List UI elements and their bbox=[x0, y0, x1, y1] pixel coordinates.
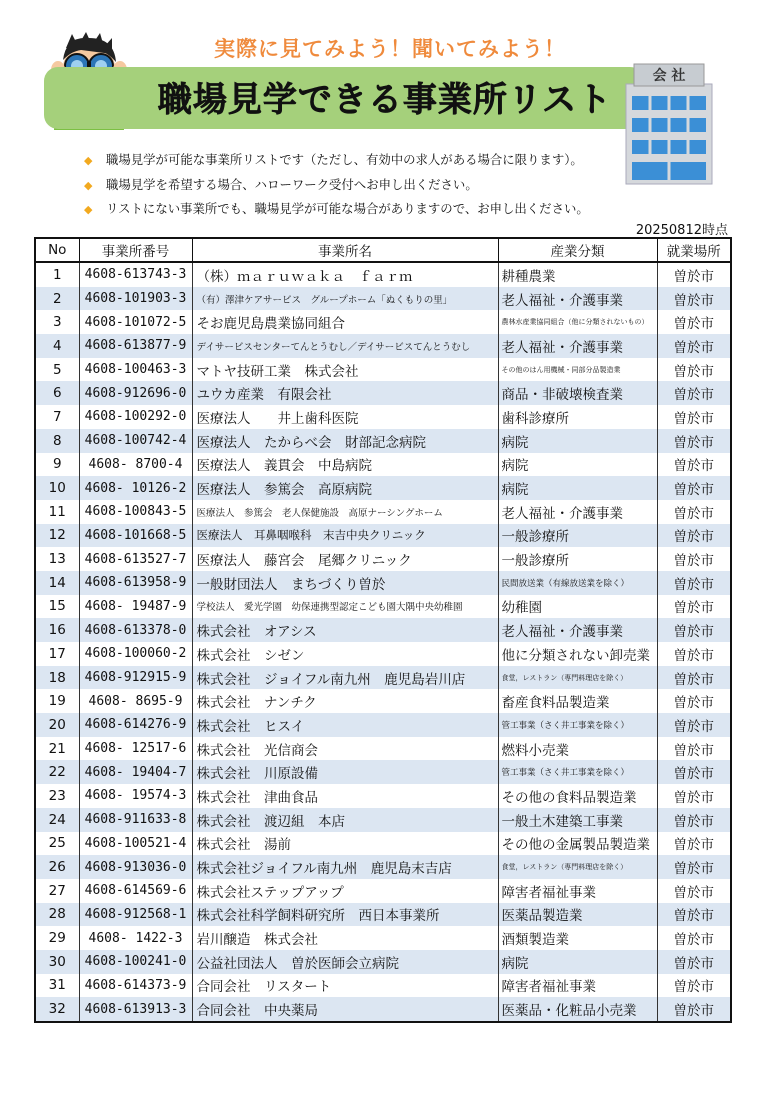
cell-name: 医療法人 藤宮会 尾郷クリニック bbox=[192, 547, 498, 571]
cell-industry: 耕種農業 bbox=[498, 262, 657, 287]
cell-no: 15 bbox=[35, 595, 79, 619]
cell-name: 医療法人 参篤会 老人保健施設 高原ナーシングホーム bbox=[192, 500, 498, 524]
table-row bbox=[35, 737, 731, 761]
cell-code: 4608-613913-3 bbox=[79, 997, 192, 1022]
cell-name: 株式会社ステップアップ bbox=[192, 879, 498, 903]
column-header-place: 就業場所 bbox=[657, 238, 731, 262]
cell-place: 曽於市 bbox=[657, 595, 731, 619]
table-row bbox=[35, 524, 731, 548]
note-text: 職場見学が可能な事業所リストです（ただし、有効中の求人がある場合に限ります）。 bbox=[106, 152, 583, 167]
table-row bbox=[35, 571, 731, 595]
notes-list bbox=[84, 150, 704, 224]
cell-no: 6 bbox=[35, 381, 79, 405]
cell-no: 22 bbox=[35, 760, 79, 784]
table-row bbox=[35, 808, 731, 832]
table-row bbox=[35, 381, 731, 405]
table-row bbox=[35, 500, 731, 524]
cell-place: 曽於市 bbox=[657, 524, 731, 548]
cell-no: 16 bbox=[35, 618, 79, 642]
cell-no: 10 bbox=[35, 476, 79, 500]
table-row bbox=[35, 903, 731, 927]
cell-name: 合同会社 リスタート bbox=[192, 974, 498, 998]
table-row bbox=[35, 595, 731, 619]
table-row bbox=[35, 358, 731, 382]
cell-place: 曽於市 bbox=[657, 808, 731, 832]
cell-industry: 他に分類されない卸売業 bbox=[498, 642, 657, 666]
cell-industry: 燃料小売業 bbox=[498, 737, 657, 761]
table-row bbox=[35, 689, 731, 713]
cell-place: 曽於市 bbox=[657, 334, 731, 358]
diamond-bullet-icon: ◆ bbox=[84, 178, 93, 192]
cell-name: 株式会社 光信商会 bbox=[192, 737, 498, 761]
cell-name: マトヤ技研工業 株式会社 bbox=[192, 358, 498, 382]
cell-code: 4608-613958-9 bbox=[79, 571, 192, 595]
cell-place: 曽於市 bbox=[657, 642, 731, 666]
cell-no: 14 bbox=[35, 571, 79, 595]
table-row bbox=[35, 618, 731, 642]
cell-no: 17 bbox=[35, 642, 79, 666]
cell-place: 曽於市 bbox=[657, 689, 731, 713]
cell-code: 4608-100241-0 bbox=[79, 950, 192, 974]
tagline: 実際に見てみよう！聞いてみよう！ bbox=[214, 37, 566, 61]
cell-industry: 病院 bbox=[498, 453, 657, 477]
cell-no: 26 bbox=[35, 855, 79, 879]
cell-code: 4608-913036-0 bbox=[79, 855, 192, 879]
cell-industry: 病院 bbox=[498, 950, 657, 974]
cell-no: 19 bbox=[35, 689, 79, 713]
cell-place: 曽於市 bbox=[657, 879, 731, 903]
cell-name: 医療法人 参篤会 高原病院 bbox=[192, 476, 498, 500]
cell-code: 4608-100060-2 bbox=[79, 642, 192, 666]
cell-no: 13 bbox=[35, 547, 79, 571]
cell-place: 曽於市 bbox=[657, 832, 731, 856]
cell-no: 3 bbox=[35, 310, 79, 334]
cell-industry: 民間放送業（有線放送業を除く） bbox=[498, 571, 657, 595]
cell-name: 株式会社 ナンチク bbox=[192, 689, 498, 713]
cell-place: 曽於市 bbox=[657, 903, 731, 927]
as-of-date: 20250812時点 bbox=[635, 223, 728, 238]
cell-code: 4608-101072-5 bbox=[79, 310, 192, 334]
cell-name: 医療法人 耳鼻咽喉科 末吉中央クリニック bbox=[192, 524, 498, 548]
cell-no: 27 bbox=[35, 879, 79, 903]
table-row bbox=[35, 784, 731, 808]
cell-code: 4608-100843-5 bbox=[79, 500, 192, 524]
cell-industry: 医薬品・化粧品小売業 bbox=[498, 997, 657, 1022]
cell-industry: 老人福祉・介護事業 bbox=[498, 287, 657, 311]
table-row bbox=[35, 642, 731, 666]
cell-industry: 商品・非破壊検査業 bbox=[498, 381, 657, 405]
cell-place: 曽於市 bbox=[657, 381, 731, 405]
cell-name: 株式会社 渡辺組 本店 bbox=[192, 808, 498, 832]
cell-code: 4608-912915-9 bbox=[79, 666, 192, 690]
cell-industry: 管工事業（さく井工事業を除く） bbox=[498, 713, 657, 737]
cell-code: 4608- 8700-4 bbox=[79, 453, 192, 477]
cell-industry: 幼稚園 bbox=[498, 595, 657, 619]
cell-industry: 畜産食料品製造業 bbox=[498, 689, 657, 713]
note-item bbox=[84, 150, 704, 175]
table-row bbox=[35, 950, 731, 974]
cell-no: 20 bbox=[35, 713, 79, 737]
cell-name: そお鹿児島農業協同組合 bbox=[192, 310, 498, 334]
cell-no: 18 bbox=[35, 666, 79, 690]
cell-place: 曽於市 bbox=[657, 926, 731, 950]
diamond-bullet-icon: ◆ bbox=[84, 154, 93, 167]
cell-name: ユウカ産業 有限会社 bbox=[192, 381, 498, 405]
cell-industry: その他の金属製品製造業 bbox=[498, 832, 657, 856]
cell-place: 曽於市 bbox=[657, 784, 731, 808]
cell-industry: 一般診療所 bbox=[498, 524, 657, 548]
cell-no: 31 bbox=[35, 974, 79, 998]
cell-place: 曽於市 bbox=[657, 974, 731, 998]
table-row bbox=[35, 666, 731, 690]
cell-name: 株式会社 川原設備 bbox=[192, 760, 498, 784]
column-header-industry: 産業分類 bbox=[498, 238, 657, 262]
cell-no: 30 bbox=[35, 950, 79, 974]
column-header-name: 事業所名 bbox=[192, 238, 498, 262]
cell-code: 4608-911633-8 bbox=[79, 808, 192, 832]
cell-industry: その他の食料品製造業 bbox=[498, 784, 657, 808]
cell-industry: 老人福祉・介護事業 bbox=[498, 618, 657, 642]
cell-industry: 食堂，レストラン（専門料理店を除く） bbox=[498, 666, 657, 690]
cell-place: 曽於市 bbox=[657, 997, 731, 1022]
cell-no: 8 bbox=[35, 429, 79, 453]
cell-name: 医療法人 義貫会 中島病院 bbox=[192, 453, 498, 477]
cell-code: 4608- 19404-7 bbox=[79, 760, 192, 784]
table-row bbox=[35, 760, 731, 784]
cell-no: 28 bbox=[35, 903, 79, 927]
table-row bbox=[35, 429, 731, 453]
cell-code: 4608-614373-9 bbox=[79, 974, 192, 998]
cell-industry: 障害者福祉事業 bbox=[498, 974, 657, 998]
cell-no: 25 bbox=[35, 832, 79, 856]
cell-name: 岩川醸造 株式会社 bbox=[192, 926, 498, 950]
cell-name: 一般財団法人 まちづくり曽於 bbox=[192, 571, 498, 595]
cell-code: 4608-100742-4 bbox=[79, 429, 192, 453]
cell-no: 2 bbox=[35, 287, 79, 311]
cell-code: 4608- 19574-3 bbox=[79, 784, 192, 808]
note-text: リストにない事業所でも、職場見学が可能な場合がありますので、お申し出ください。 bbox=[106, 201, 589, 216]
table-row bbox=[35, 287, 731, 311]
cell-name: 株式会社ジョイフル南九州 鹿児島末吉店 bbox=[192, 855, 498, 879]
cell-code: 4608-101903-3 bbox=[79, 287, 192, 311]
table-header-row bbox=[35, 238, 731, 262]
cell-place: 曽於市 bbox=[657, 571, 731, 595]
cell-code: 4608-100521-4 bbox=[79, 832, 192, 856]
cell-place: 曽於市 bbox=[657, 737, 731, 761]
cell-code: 4608- 19487-9 bbox=[79, 595, 192, 619]
table-row bbox=[35, 334, 731, 358]
page-title: 職場見学できる事業所リスト bbox=[157, 80, 613, 120]
cell-place: 曽於市 bbox=[657, 618, 731, 642]
cell-industry: 歯科診療所 bbox=[498, 405, 657, 429]
cell-name: 株式会社 湯前 bbox=[192, 832, 498, 856]
cell-place: 曽於市 bbox=[657, 500, 731, 524]
cell-name: 学校法人 愛光学園 幼保連携型認定こども園大隅中央幼稚園 bbox=[192, 595, 498, 619]
table-row bbox=[35, 974, 731, 998]
cell-code: 4608- 1422-3 bbox=[79, 926, 192, 950]
cell-no: 1 bbox=[35, 262, 79, 287]
cell-industry: 一般診療所 bbox=[498, 547, 657, 571]
cell-no: 9 bbox=[35, 453, 79, 477]
cell-place: 曽於市 bbox=[657, 713, 731, 737]
cell-code: 4608-613527-7 bbox=[79, 547, 192, 571]
diamond-bullet-icon: ◆ bbox=[84, 203, 93, 216]
cell-code: 4608-613743-3 bbox=[79, 262, 192, 287]
cell-place: 曽於市 bbox=[657, 855, 731, 879]
cell-industry: 老人福祉・介護事業 bbox=[498, 500, 657, 524]
cell-place: 曽於市 bbox=[657, 547, 731, 571]
cell-no: 12 bbox=[35, 524, 79, 548]
cell-name: デイサービスセンターてんとうむし／デイサービスてんとうむし bbox=[192, 334, 498, 358]
cell-industry: 農林水産業協同組合（他に分類されないもの） bbox=[498, 310, 657, 334]
cell-industry: 一般土木建築工事業 bbox=[498, 808, 657, 832]
note-item bbox=[84, 175, 704, 200]
table-row bbox=[35, 453, 731, 477]
column-header-no: No bbox=[35, 238, 79, 262]
cell-name: （有）澤津ケアサービス グループホーム「ぬくもりの里」 bbox=[192, 287, 498, 311]
cell-no: 7 bbox=[35, 405, 79, 429]
cell-place: 曽於市 bbox=[657, 760, 731, 784]
table-row bbox=[35, 832, 731, 856]
cell-no: 32 bbox=[35, 997, 79, 1022]
cell-no: 11 bbox=[35, 500, 79, 524]
cell-name: 株式会社 オアシス bbox=[192, 618, 498, 642]
cell-place: 曽於市 bbox=[657, 453, 731, 477]
cell-name: 株式会社 津曲食品 bbox=[192, 784, 498, 808]
cell-industry: 障害者福祉事業 bbox=[498, 879, 657, 903]
cell-code: 4608-613877-9 bbox=[79, 334, 192, 358]
building-sign: 会 社 bbox=[652, 68, 686, 84]
table-row bbox=[35, 547, 731, 571]
cell-place: 曽於市 bbox=[657, 287, 731, 311]
cell-code: 4608-912696-0 bbox=[79, 381, 192, 405]
cell-code: 4608- 10126-2 bbox=[79, 476, 192, 500]
cell-industry: 管工事業（さく井工事業を除く） bbox=[498, 760, 657, 784]
note-text: 職場見学を希望する場合、ハローワーク受付へお申し出ください。 bbox=[106, 176, 478, 192]
cell-no: 4 bbox=[35, 334, 79, 358]
cell-name: （株）ｍａｒｕｗａｋａ ｆａｒｍ bbox=[192, 262, 498, 287]
cell-place: 曽於市 bbox=[657, 405, 731, 429]
cell-name: 株式会社科学飼料研究所 西日本事業所 bbox=[192, 903, 498, 927]
table-row bbox=[35, 713, 731, 737]
cell-code: 4608-614276-9 bbox=[79, 713, 192, 737]
table-row bbox=[35, 310, 731, 334]
cell-industry: その他のはん用機械・同部分品製造業 bbox=[498, 358, 657, 382]
cell-place: 曽於市 bbox=[657, 358, 731, 382]
cell-no: 23 bbox=[35, 784, 79, 808]
cell-no: 5 bbox=[35, 358, 79, 382]
cell-no: 21 bbox=[35, 737, 79, 761]
cell-name: 株式会社 ジョイフル南九州 鹿児島岩川店 bbox=[192, 666, 498, 690]
cell-place: 曽於市 bbox=[657, 429, 731, 453]
cell-code: 4608-101668-5 bbox=[79, 524, 192, 548]
cell-place: 曽於市 bbox=[657, 476, 731, 500]
cell-name: 株式会社 シゼン bbox=[192, 642, 498, 666]
cell-code: 4608-614569-6 bbox=[79, 879, 192, 903]
business-table bbox=[34, 237, 732, 1023]
column-header-code: 事業所番号 bbox=[79, 238, 192, 262]
cell-industry: 食堂，レストラン（専門料理店を除く） bbox=[498, 855, 657, 879]
cell-place: 曽於市 bbox=[657, 950, 731, 974]
cell-industry: 医薬品製造業 bbox=[498, 903, 657, 927]
cell-code: 4608-100463-3 bbox=[79, 358, 192, 382]
cell-industry: 老人福祉・介護事業 bbox=[498, 334, 657, 358]
cell-code: 4608-100292-0 bbox=[79, 405, 192, 429]
cell-name: 株式会社 ヒスイ bbox=[192, 713, 498, 737]
cell-place: 曽於市 bbox=[657, 666, 731, 690]
cell-code: 4608- 8695-9 bbox=[79, 689, 192, 713]
table-row bbox=[35, 476, 731, 500]
cell-no: 29 bbox=[35, 926, 79, 950]
header bbox=[0, 0, 764, 150]
table-row bbox=[35, 405, 731, 429]
cell-name: 医療法人 たからべ会 財部記念病院 bbox=[192, 429, 498, 453]
cell-place: 曽於市 bbox=[657, 262, 731, 287]
cell-name: 医療法人 井上歯科医院 bbox=[192, 405, 498, 429]
cell-name: 公益社団法人 曽於医師会立病院 bbox=[192, 950, 498, 974]
cell-industry: 病院 bbox=[498, 429, 657, 453]
cell-place: 曽於市 bbox=[657, 310, 731, 334]
cell-name: 合同会社 中央薬局 bbox=[192, 997, 498, 1022]
cell-code: 4608- 12517-6 bbox=[79, 737, 192, 761]
cell-industry: 酒類製造業 bbox=[498, 926, 657, 950]
cell-no: 24 bbox=[35, 808, 79, 832]
cell-code: 4608-613378-0 bbox=[79, 618, 192, 642]
table-row bbox=[35, 855, 731, 879]
table-row bbox=[35, 262, 731, 287]
table-row bbox=[35, 879, 731, 903]
cell-industry: 病院 bbox=[498, 476, 657, 500]
table-row bbox=[35, 926, 731, 950]
cell-code: 4608-912568-1 bbox=[79, 903, 192, 927]
table-row bbox=[35, 997, 731, 1022]
